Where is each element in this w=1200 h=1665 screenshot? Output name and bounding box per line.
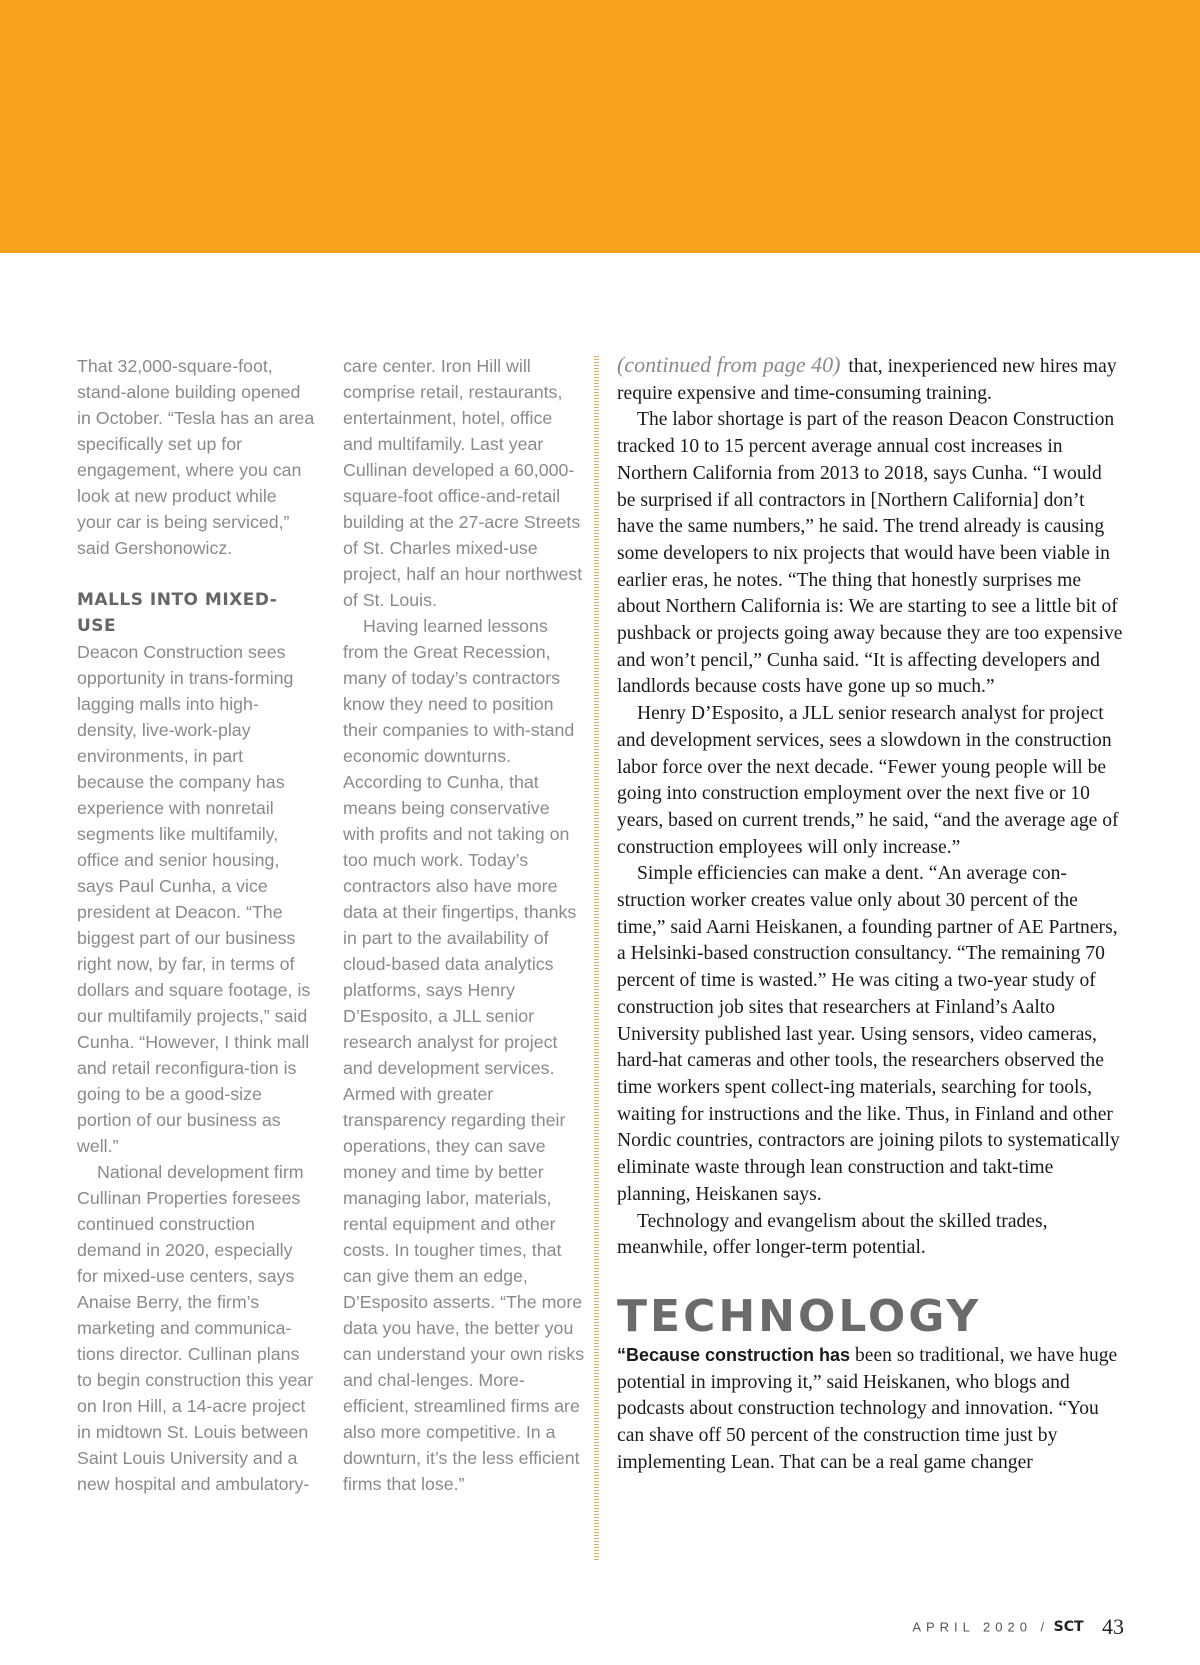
col3-text: been so traditional, we have huge potential in improving it,” said Heiskanen, who blogs and podcasts about construction technology and innovation. “You can shave off 50 percent of the construction time just by implementing Lean. That can be a real game changer	[617, 1344, 1118, 1473]
column-divider	[594, 356, 599, 1560]
col1-paragraph: That 32,000-square-foot, stand-alone building opened in October. “Tesla has an area specifically set up for engagement, where you can look at new product while your car is being serviced,” said Gershonowicz.	[77, 356, 315, 558]
col3-paragraph: Henry D’Esposito, a JLL senior research analyst for project and development services, sees a slowdown in the construction labor force over the next decade. “Fewer young people will be going into construction employment over the next five or 10 years, based on current trends,” he said, “and the average age of construction employees will only increase.”	[617, 703, 1119, 858]
continued-note: (continued from page 40)	[617, 352, 841, 377]
magazine-name: SCT	[1053, 1619, 1084, 1635]
col3-text: that, inexperienced new hires may require expensive and time-consuming training.	[617, 356, 1117, 404]
col3-paragraph: Technology and evangelism about the skilled trades, meanwhile, offer longer-term potential.	[617, 1210, 1048, 1259]
col1-paragraph: Deacon Construction sees opportunity in trans-forming lagging malls into high-density, live-work-play environments, in part because the company has experience with nonretail segments like multifamily, office and senior housing, says Paul Cunha, a vice president at Deacon. “The biggest part of our business right now, by far, in terms of dollars and square footage, is our multifamily projects,” said Cunha. “However, I think mall and retail reconfigura-tion is going to be a good-size portion of our business as well.”	[77, 642, 311, 1156]
col3-paragraph: The labor shortage is part of the reason Deacon Construction tracked 10 to 15 percent average annual cost increases in Northern California from 2013 to 2018, says Cunha. “I would be surprised if all contractors in [Northern California] don’t have the same numbers,” he said. The trend already is causing some developers to nix projects that would have been viable in earlier eras, he notes. “The thing that honestly surprises me about Northern California is: We are starting to see a little bit of pushback or projects going away because they are too expensive and won’t pencil,” Cunha said. “It is affecting developers and landlords because costs have gone up so much.”	[617, 409, 1123, 698]
page-number: 43	[1102, 1614, 1124, 1639]
header-banner	[0, 0, 1200, 253]
col2-paragraph: care center. Iron Hill will comprise retail, restaurants, entertainment, hotel, office and multifamily. Last year Cullinan developed a 60,000-square-foot office-and-retail building at the 27-acre Streets of St. Charles mixed-use project, half an hour northwest of St. Louis.	[343, 356, 583, 610]
issue-date: APRIL 2020 /	[912, 1619, 1050, 1635]
column-1	[77, 353, 315, 1497]
lead-in: “Because construction has	[617, 1344, 851, 1365]
col3-paragraph	[617, 352, 1123, 407]
col1-paragraph: National development firm Cullinan Properties foresees continued construction demand in 2020, especially for mixed-use centers, says Anaise Berry, the firm’s marketing and communica-tions director. Cullinan plans to begin construction this year on Iron Hill, a 14-acre project in midtown St. Louis between Saint Louis University and a new hospital and ambulatory-	[77, 1162, 314, 1494]
column-2	[343, 353, 585, 1497]
page-footer	[912, 1614, 1124, 1640]
col3-paragraph: Simple efficiencies can make a dent. “An average con-struction worker creates value only about 30 percent of the time,” said Aarni Heiskanen, a founding partner of AE Partners, a Helsinki-based construction consultancy. “The remaining 70 percent of time is wasted.” He was citing a two-year study of construction job sites that researchers at Finland’s Aalto University published last year. Using sensors, video cameras, hard-hat cameras and other tools, the researchers observed the time workers spent collect-ing materials, searching for tools, waiting for instructions and the like. Thus, in Finland and other Nordic countries, contractors are joining pilots to systematically eliminate waste through lean construction and takt-time planning, Heiskanen says.	[617, 863, 1120, 1205]
col2-paragraph: Having learned lessons from the Great Recession, many of today’s contractors know they need to position their companies to with-stand economic downturns. According to Cunha, that means being conservative with profits and not taking on too much work. Today’s contractors also have more data at their fingertips, thanks in part to the availability of cloud-based data analytics platforms, says Henry D’Esposito, a JLL senior research analyst for project and development services. Armed with greater transparency regarding their operations, they can save money and time by better managing labor, materials, rental equipment and other costs. In tougher times, that can give them an edge, D’Esposito asserts. “The more data you have, the better you can understand your own risks and chal-lenges. More-efficient, streamlined firms are also more competitive. In a downturn, it’s the less efficient firms that lose.”	[343, 616, 585, 1494]
section-subhead: MALLS INTO MIXED-USE	[77, 590, 278, 636]
col3-paragraph	[617, 1342, 1123, 1477]
column-3	[617, 352, 1123, 1476]
section-heading: TECHNOLOGY	[617, 1290, 982, 1342]
